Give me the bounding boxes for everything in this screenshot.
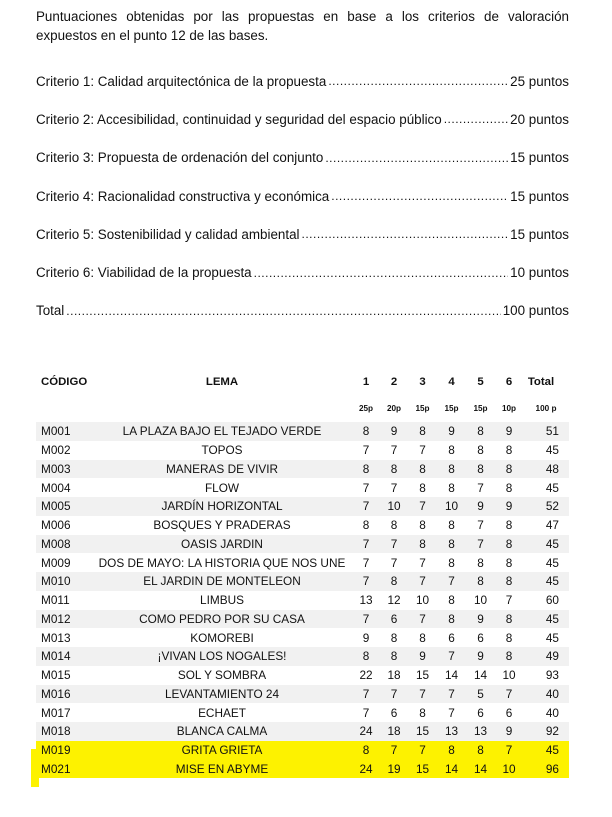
max-c3: 15p xyxy=(415,403,430,413)
max-c2: 20p xyxy=(386,403,402,413)
maxima-spacer xyxy=(92,394,352,422)
cell-lema: JARDÍN HORIZONTAL xyxy=(92,497,352,516)
dot-leader xyxy=(302,227,509,241)
cell-lema: BOSQUES Y PRADERAS xyxy=(153,518,291,533)
cell-c3: 8 xyxy=(419,705,426,720)
scores-table xyxy=(36,370,569,778)
cell-total: 51 xyxy=(523,422,569,441)
cell-c5: 9 xyxy=(466,610,495,629)
cell-total: 52 xyxy=(523,497,569,516)
cell-lema: FLOW xyxy=(204,480,240,495)
cell-c6: 6 xyxy=(505,705,513,720)
cell-lema: MISE EN ABYME xyxy=(92,760,352,779)
cell-c6: 8 xyxy=(495,572,523,591)
cell-c6: 8 xyxy=(505,630,513,645)
cell-code: M001 xyxy=(36,422,92,441)
cell-c1: 13 xyxy=(359,593,373,608)
cell-total: 96 xyxy=(523,760,569,779)
criterion-3 xyxy=(36,139,569,177)
cell-c2: 7 xyxy=(380,741,408,760)
cell-c4: 7 xyxy=(437,685,466,704)
table-row xyxy=(36,647,569,666)
cell-c3: 15 xyxy=(408,760,437,779)
cell-c2: 8 xyxy=(380,647,408,666)
cell-c6: 9 xyxy=(495,422,523,441)
max-c4: 15p xyxy=(444,403,459,413)
table-row xyxy=(36,703,569,722)
header-total: Total xyxy=(527,376,555,388)
cell-c3: 8 xyxy=(419,630,426,645)
cell-c4: 14 xyxy=(437,760,466,779)
table-row xyxy=(36,591,569,610)
cell-c3: 15 xyxy=(408,722,437,741)
cell-c4: 7 xyxy=(437,647,466,666)
table-row xyxy=(36,610,569,629)
cell-c5: 8 xyxy=(466,460,495,479)
dot-leader xyxy=(331,189,508,203)
criterion-name: Criterio 6: Viabilidad de la propuesta xyxy=(36,265,252,281)
cell-c6: 7 xyxy=(505,593,513,608)
cell-c5: 8 xyxy=(466,422,495,441)
cell-total: 92 xyxy=(523,722,569,741)
cell-c5: 6 xyxy=(477,705,484,720)
dot-leader xyxy=(254,266,509,280)
table-row xyxy=(36,460,569,479)
cell-c3: 7 xyxy=(408,610,437,629)
cell-c4: 14 xyxy=(444,668,459,683)
cell-c4: 8 xyxy=(437,535,466,554)
cell-c6: 7 xyxy=(495,741,523,760)
cell-c5: 8 xyxy=(466,741,495,760)
cell-lema: EL JARDIN DE MONTELEON xyxy=(92,572,352,591)
cell-lema: KOMOREBI xyxy=(190,630,254,645)
cell-c1: 8 xyxy=(352,647,380,666)
cell-total: 49 xyxy=(523,647,569,666)
cell-c3: 8 xyxy=(408,422,437,441)
cell-c3: 8 xyxy=(419,480,426,495)
cell-c5: 13 xyxy=(466,722,495,741)
cell-total: 45 xyxy=(523,572,569,591)
criterion-name: Criterio 3: Propuesta de ordenación del conjunto xyxy=(36,150,324,166)
cell-c4: 10 xyxy=(437,497,466,516)
cell-c4: 8 xyxy=(437,741,466,760)
criterion-1 xyxy=(36,62,569,100)
cell-total: 60 xyxy=(545,593,559,608)
maxima-spacer xyxy=(36,394,92,422)
cell-c3: 9 xyxy=(408,647,437,666)
cell-c4: 8 xyxy=(437,460,466,479)
cell-total: 93 xyxy=(545,668,559,683)
cell-c2: 7 xyxy=(380,535,408,554)
cell-c2: 19 xyxy=(380,760,408,779)
cell-c3: 7 xyxy=(419,443,426,458)
cell-c2: 12 xyxy=(387,593,401,608)
cell-c6: 9 xyxy=(495,497,523,516)
cell-c4: 6 xyxy=(448,630,455,645)
criterion-2 xyxy=(36,100,569,138)
cell-c3: 7 xyxy=(408,572,437,591)
cell-c1: 7 xyxy=(362,443,370,458)
cell-c3: 7 xyxy=(408,741,437,760)
cell-c5: 14 xyxy=(466,760,495,779)
cell-lema: SOL Y SOMBRA xyxy=(177,668,267,683)
table-row xyxy=(36,497,569,516)
cell-c1: 7 xyxy=(362,705,370,720)
criterion-4 xyxy=(36,177,569,215)
cell-c4: 13 xyxy=(437,722,466,741)
criterion-points: 25 puntos xyxy=(510,73,569,89)
header-c2: 2 xyxy=(390,376,398,388)
cell-c1: 8 xyxy=(352,741,380,760)
cell-c2: 7 xyxy=(390,443,398,458)
header-c6: 6 xyxy=(505,376,513,388)
cell-c6: 8 xyxy=(505,443,513,458)
cell-c1: 7 xyxy=(362,555,370,570)
cell-c2: 7 xyxy=(380,685,408,704)
cell-lema: MANERAS DE VIVIR xyxy=(92,460,352,479)
cell-c4: 8 xyxy=(448,593,455,608)
cell-lema: GRITA GRIETA xyxy=(92,741,352,760)
max-c5: 15p xyxy=(473,403,488,413)
cell-total: 47 xyxy=(545,518,559,533)
cell-code: M019 xyxy=(36,741,92,760)
table-row xyxy=(36,722,569,741)
max-c1: 25p xyxy=(358,403,374,413)
cell-c6: 8 xyxy=(505,555,513,570)
dot-leader xyxy=(328,74,508,88)
cell-total: 45 xyxy=(545,443,559,458)
cell-code: M021 xyxy=(36,760,92,779)
criteria-list xyxy=(36,62,569,330)
criterion-name: Total xyxy=(36,303,65,319)
cell-c3: 8 xyxy=(408,460,437,479)
cell-code: M004 xyxy=(41,480,71,495)
cell-c2: 8 xyxy=(390,630,398,645)
table-row xyxy=(36,685,569,704)
scores-body xyxy=(36,422,569,778)
header-code: CÓDIGO xyxy=(41,376,88,388)
cell-code: M008 xyxy=(36,535,92,554)
table-row xyxy=(36,741,569,760)
cell-c5: 8 xyxy=(466,572,495,591)
cell-lema: ECHAET xyxy=(198,705,246,720)
cell-c6: 8 xyxy=(495,610,523,629)
cell-c1: 7 xyxy=(362,480,370,495)
cell-c6: 8 xyxy=(495,535,523,554)
cell-c6: 7 xyxy=(495,685,523,704)
cell-c1: 7 xyxy=(352,497,380,516)
max-c6: 10p xyxy=(501,403,517,413)
cell-c1: 7 xyxy=(352,685,380,704)
cell-c2: 8 xyxy=(380,572,408,591)
cell-code: M003 xyxy=(36,460,92,479)
criterion-6 xyxy=(36,253,569,291)
cell-c1: 24 xyxy=(352,760,380,779)
cell-lema: LEVANTAMIENTO 24 xyxy=(92,685,352,704)
cell-total: 40 xyxy=(523,685,569,704)
cell-c2: 8 xyxy=(380,460,408,479)
cell-c5: 8 xyxy=(477,555,484,570)
table-row xyxy=(36,666,569,685)
cell-c4: 8 xyxy=(448,480,455,495)
cell-c4: 8 xyxy=(448,555,455,570)
cell-c2: 7 xyxy=(390,480,398,495)
criterion-name: Criterio 5: Sostenibilidad y calidad ambiental xyxy=(36,226,300,242)
criterion-points: 20 puntos xyxy=(510,111,569,127)
cell-lema: BLANCA CALMA xyxy=(92,722,352,741)
cell-c4: 7 xyxy=(448,705,455,720)
cell-c6: 8 xyxy=(495,647,523,666)
cell-lema: OASIS JARDIN xyxy=(92,535,352,554)
cell-code: M011 xyxy=(41,593,70,608)
cell-code: M006 xyxy=(41,518,71,533)
cell-c5: 9 xyxy=(466,497,495,516)
table-row xyxy=(36,760,569,779)
cell-c6: 8 xyxy=(505,518,513,533)
max-total: 100 p xyxy=(535,403,557,413)
criterion-name: Criterio 1: Calidad arquitectónica de la propuesta xyxy=(36,73,327,89)
dot-leader xyxy=(325,151,508,165)
header-lema: LEMA xyxy=(205,376,239,388)
cell-c3: 8 xyxy=(408,535,437,554)
cell-c6: 8 xyxy=(495,460,523,479)
table-row xyxy=(36,478,569,497)
cell-lema: LIMBUS xyxy=(200,593,244,608)
table-row xyxy=(36,535,569,554)
intro-paragraph: Puntuaciones obtenidas por las propuestas en base a los criterios de valoración expuestos en el punto 12 de las bases. xyxy=(36,9,569,43)
cell-c5: 9 xyxy=(466,647,495,666)
cell-c4: 7 xyxy=(437,572,466,591)
cell-c5: 14 xyxy=(473,668,488,683)
cell-c4: 8 xyxy=(448,443,455,458)
cell-c2: 9 xyxy=(380,422,408,441)
criterion-points: 10 puntos xyxy=(510,265,569,281)
cell-c2: 7 xyxy=(390,555,398,570)
cell-lema: DOS DE MAYO: LA HISTORIA QUE NOS UNE xyxy=(98,555,346,570)
criterion-name: Criterio 2: Accesibilidad, continuidad y seguridad del espacio público xyxy=(36,111,442,127)
cell-code: M002 xyxy=(41,443,71,458)
cell-c1: 8 xyxy=(362,518,370,533)
header-c4: 4 xyxy=(448,376,455,388)
cell-total: 45 xyxy=(523,535,569,554)
cell-c5: 10 xyxy=(473,593,488,608)
table-row xyxy=(36,441,569,460)
cell-c1: 7 xyxy=(352,610,380,629)
cell-code: M013 xyxy=(41,630,71,645)
cell-c4: 9 xyxy=(437,422,466,441)
header-c3: 3 xyxy=(419,376,426,388)
cell-c6: 10 xyxy=(495,760,523,779)
table-row xyxy=(36,628,569,647)
table-row xyxy=(36,422,569,441)
cell-total: 45 xyxy=(545,555,559,570)
cell-lema: ¡VIVAN LOS NOGALES! xyxy=(92,647,352,666)
cell-code: M014 xyxy=(36,647,92,666)
header-row xyxy=(36,370,569,394)
cell-code: M009 xyxy=(41,555,71,570)
header-c5: 5 xyxy=(477,376,484,388)
cell-c1: 24 xyxy=(352,722,380,741)
dot-leader xyxy=(66,304,500,318)
cell-c5: 7 xyxy=(477,518,484,533)
cell-c5: 8 xyxy=(477,443,484,458)
cell-c1: 22 xyxy=(359,668,373,683)
dot-leader xyxy=(444,112,508,126)
cell-c1: 8 xyxy=(352,460,380,479)
table-row xyxy=(36,516,569,535)
cell-c2: 10 xyxy=(380,497,408,516)
cell-c3: 7 xyxy=(408,497,437,516)
cell-c3: 8 xyxy=(419,518,426,533)
cell-code: M015 xyxy=(41,668,71,683)
cell-total: 45 xyxy=(523,610,569,629)
cell-total: 48 xyxy=(523,460,569,479)
criterion-points: 100 puntos xyxy=(502,303,569,319)
cell-total: 45 xyxy=(545,630,559,645)
table-row xyxy=(36,553,569,572)
cell-c2: 6 xyxy=(390,705,398,720)
maxima-row xyxy=(36,394,569,422)
cell-c2: 6 xyxy=(380,610,408,629)
cell-c6: 8 xyxy=(505,480,513,495)
criterion-points: 15 puntos xyxy=(510,226,569,242)
cell-total: 45 xyxy=(523,741,569,760)
cell-lema: COMO PEDRO POR SU CASA xyxy=(92,610,352,629)
cell-code: M010 xyxy=(36,572,92,591)
cell-lema: TOPOS xyxy=(201,443,243,458)
cell-c1: 7 xyxy=(352,572,380,591)
cell-total: 40 xyxy=(545,705,559,720)
cell-c2: 18 xyxy=(380,722,408,741)
cell-c2: 18 xyxy=(387,668,401,683)
cell-c5: 5 xyxy=(466,685,495,704)
cell-code: M005 xyxy=(36,497,92,516)
cell-c6: 9 xyxy=(495,722,523,741)
cell-c2: 8 xyxy=(390,518,398,533)
cell-total: 45 xyxy=(545,480,559,495)
cell-c1: 8 xyxy=(352,422,380,441)
cell-c4: 8 xyxy=(437,610,466,629)
criterion-points: 15 puntos xyxy=(510,150,569,166)
cell-c3: 15 xyxy=(415,668,430,683)
cell-code: M016 xyxy=(36,685,92,704)
cell-code: M017 xyxy=(41,705,71,720)
criterion-total xyxy=(36,292,569,330)
cell-c1: 7 xyxy=(352,535,380,554)
cell-c5: 7 xyxy=(477,480,484,495)
criterion-5 xyxy=(36,215,569,253)
cell-c3: 7 xyxy=(419,555,426,570)
cell-c3: 10 xyxy=(415,593,430,608)
criterion-points: 15 puntos xyxy=(510,188,569,204)
cell-c1: 9 xyxy=(362,630,370,645)
cell-code: M018 xyxy=(36,722,92,741)
cell-c3: 7 xyxy=(408,685,437,704)
cell-c6: 10 xyxy=(502,668,516,683)
cell-c4: 8 xyxy=(448,518,455,533)
cell-lema: LA PLAZA BAJO EL TEJADO VERDE xyxy=(92,422,352,441)
header-c1: 1 xyxy=(362,376,370,388)
cell-c5: 7 xyxy=(466,535,495,554)
criterion-name: Criterio 4: Racionalidad constructiva y económica xyxy=(36,188,330,204)
cell-code: M012 xyxy=(36,610,92,629)
cell-c5: 6 xyxy=(477,630,484,645)
table-row xyxy=(36,572,569,591)
